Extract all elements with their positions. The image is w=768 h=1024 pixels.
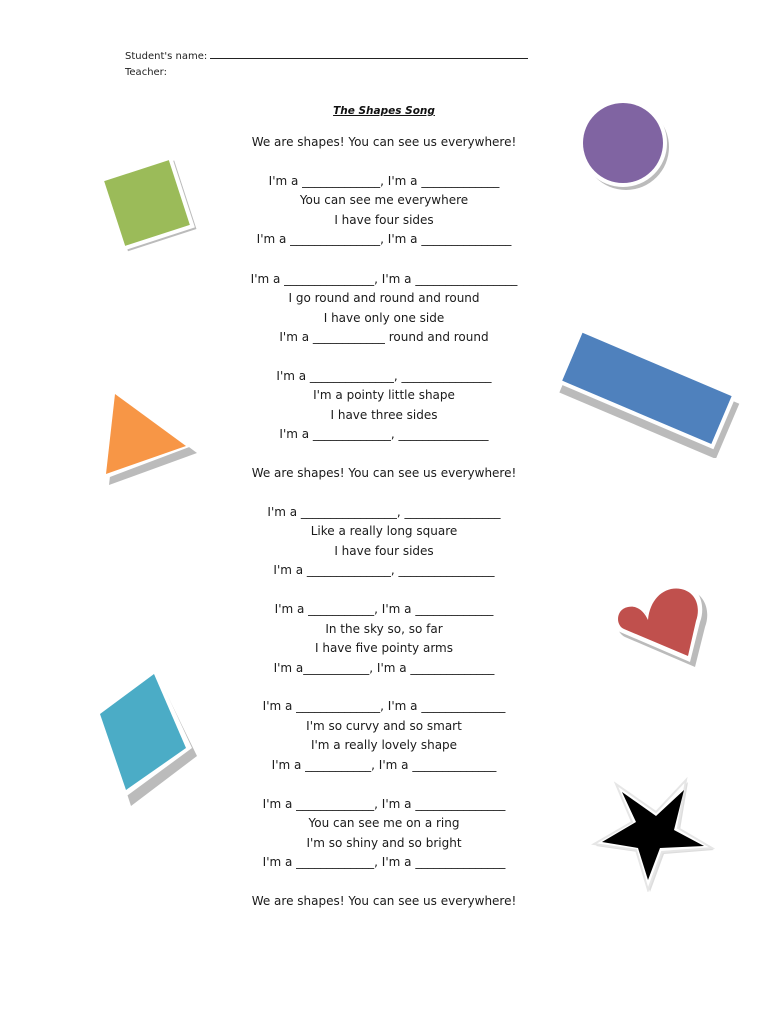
lyric-line: I have three sides: [330, 408, 438, 422]
student-name-field: [125, 48, 528, 62]
lyric-line: I'm a _____________, I'm a _______________: [262, 797, 506, 811]
lyric-line: I'm a _______________, I'm a _______________: [256, 232, 512, 246]
lyric-line: I'm a___________, I'm a ______________: [273, 661, 495, 675]
lyric-line: I have only one side: [323, 311, 445, 325]
lyric-line: I'm a _______________, I'm a _________________: [250, 272, 518, 286]
lyric-line: I have four sides: [334, 544, 434, 558]
lyric-line: I'm a pointy little shape: [313, 388, 455, 402]
page-title: The Shapes Song: [333, 105, 435, 117]
square-shape: [92, 148, 202, 258]
lyric-line: I'm a really lovely shape: [310, 738, 458, 752]
lyric-line: We are shapes! You can see us everywhere!: [251, 466, 517, 480]
lyric-line: I'm a _____________, _______________: [279, 427, 489, 441]
lyric-line: I'm a _____________, I'm a _______________: [262, 855, 506, 869]
lyric-line: I have four sides: [334, 213, 434, 227]
lyric-line: I'm a ___________, I'm a _____________: [274, 602, 494, 616]
lyric-line: I'm a ______________, I'm a ______________: [262, 699, 506, 713]
heart-shape: [610, 578, 714, 670]
lyric-line: I'm so shiny and so bright: [306, 836, 462, 850]
student-name-blank[interactable]: [210, 48, 528, 59]
diamond-shape: [86, 664, 200, 810]
lyric-line: I have five pointy arms: [314, 641, 453, 655]
lyric-line: We are shapes! You can see us everywhere!: [251, 894, 517, 908]
lyric-line: I go round and round and round: [288, 291, 480, 305]
teacher-label: Teacher:: [125, 67, 167, 78]
star-shape: [588, 776, 716, 892]
lyric-line: I'm a ______________, _______________: [276, 369, 492, 383]
student-name-label: Student's name:: [125, 51, 208, 62]
lyric-line: I'm a ____________ round and round: [279, 330, 489, 344]
lyric-line: I'm a ________________, ________________: [267, 505, 501, 519]
circle-fill: [583, 103, 663, 183]
lyric-line: We are shapes! You can see us everywhere!: [251, 135, 517, 149]
lyric-line: I'm a ___________, I'm a ______________: [271, 758, 497, 772]
lyric-line: You can see me on a ring: [308, 816, 460, 830]
lyric-line: I'm a _____________, I'm a _____________: [268, 174, 500, 188]
lyric-line: I'm a ______________, ________________: [273, 563, 495, 577]
lyric-line: You can see me everywhere: [299, 193, 469, 207]
rectangle-shape: [548, 318, 744, 458]
circle-shape: [572, 98, 676, 192]
teacher-field: [125, 67, 167, 78]
lyric-line: In the sky so, so far: [325, 622, 443, 636]
lyric-line: Like a really long square: [310, 524, 458, 538]
lyric-line: I'm so curvy and so smart: [306, 719, 462, 733]
triangle-shape: [98, 384, 202, 488]
